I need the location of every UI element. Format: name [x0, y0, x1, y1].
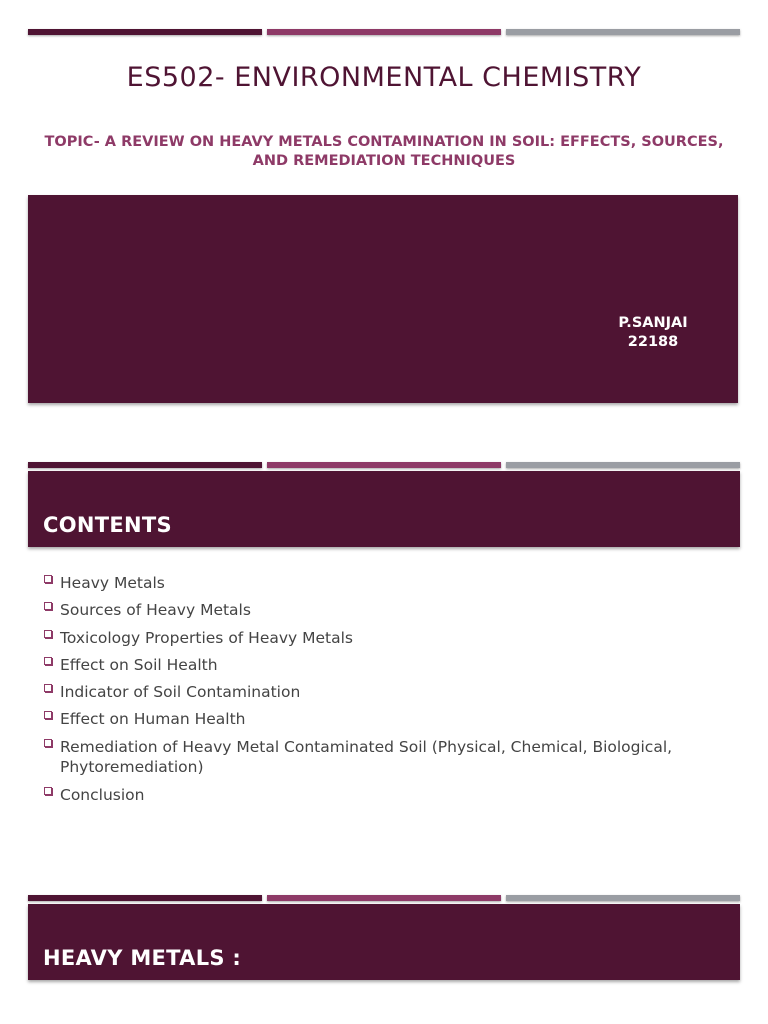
list-item-text: Indicator of Soil Contamination [60, 683, 301, 702]
hollow-square-bullet-icon [44, 657, 52, 665]
stripe-dark [28, 895, 262, 901]
hollow-square-bullet-icon [44, 684, 52, 692]
slide1-top-stripes [28, 29, 740, 37]
author-panel [28, 195, 738, 403]
stripe-magenta [267, 462, 501, 468]
list-item-text: Toxicology Properties of Heavy Metals [60, 628, 354, 647]
contents-list [43, 573, 733, 812]
author-name: P.SANJAI [618, 315, 688, 331]
stripe-magenta [267, 895, 501, 901]
hollow-square-bullet-icon [44, 739, 52, 747]
stripe-magenta [267, 29, 501, 35]
list-item-text: Conclusion [60, 785, 145, 804]
stripe-dark [28, 462, 262, 468]
list-item [43, 655, 733, 676]
hollow-square-bullet-icon [44, 602, 52, 610]
list-item [43, 600, 733, 621]
list-item [43, 709, 733, 730]
stripe-gray [506, 462, 740, 468]
list-item-text: Remediation of Heavy Metal Contaminated Soil (Physical, Chemical, Biological, Phytoremediation) [60, 737, 673, 777]
stripe-gray [506, 29, 740, 35]
contents-heading: CONTENTS [43, 513, 172, 537]
list-item [43, 737, 733, 778]
author-id: 22188 [627, 334, 679, 350]
list-item [43, 628, 733, 649]
slide-title: ES502- ENVIRONMENTAL CHEMISTRY [126, 62, 642, 93]
hollow-square-bullet-icon [44, 630, 52, 638]
list-item [43, 573, 733, 594]
slide3-top-stripes [28, 895, 740, 903]
author-block [588, 314, 718, 352]
hollow-square-bullet-icon [44, 711, 52, 719]
heavy-metals-header-band [28, 904, 740, 980]
stripe-gray [506, 895, 740, 901]
list-item-text: Heavy Metals [60, 574, 165, 592]
list-item [43, 682, 733, 703]
list-item-text: Effect on Soil Health [60, 655, 218, 674]
hollow-square-bullet-icon [44, 575, 52, 583]
hollow-square-bullet-icon [44, 787, 52, 795]
slide-subtitle: TOPIC- A REVIEW ON HEAVY METALS CONTAMINATION IN SOIL: EFFECTS, SOURCES, AND REMEDIATION TECHNIQUES [44, 134, 724, 169]
list-item [43, 785, 733, 806]
list-item-text: Effect on Human Health [60, 710, 246, 729]
list-item-text: Sources of Heavy Metals [60, 601, 251, 620]
stripe-dark [28, 29, 262, 35]
contents-header-band [28, 471, 740, 547]
slide2-top-stripes [28, 462, 740, 470]
heavy-metals-heading: HEAVY METALS : [43, 946, 242, 970]
